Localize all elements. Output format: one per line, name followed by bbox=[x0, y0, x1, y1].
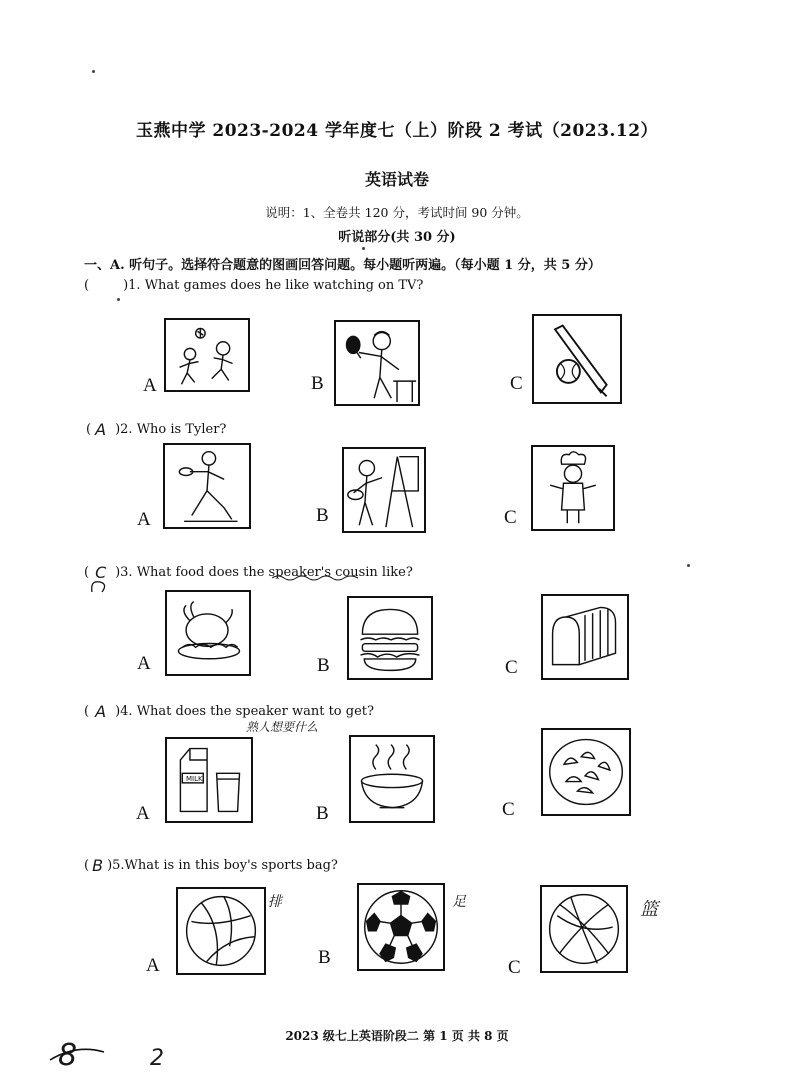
option-4c-label: C bbox=[502, 799, 515, 820]
exam-instructions: 说明：1、全卷共 120 分，考试时间 90 分钟。 bbox=[265, 205, 529, 220]
scan-speck bbox=[92, 70, 95, 73]
handwritten-note-volleyball: 排 bbox=[268, 894, 282, 910]
handwritten-score-right: 2 bbox=[150, 1046, 164, 1071]
plate-of-dumplings-image bbox=[541, 728, 631, 816]
handwritten-answer-3: C bbox=[95, 563, 107, 582]
option-5a-label: A bbox=[146, 955, 160, 976]
option-1c-label: C bbox=[510, 373, 523, 394]
handwritten-curve-mark bbox=[88, 576, 110, 596]
basketball-image bbox=[540, 885, 628, 973]
roast-chicken-image bbox=[165, 590, 251, 676]
option-5b-label: B bbox=[318, 947, 331, 968]
option-4a-label: A bbox=[136, 803, 150, 824]
handwritten-note-soccer: 足 bbox=[452, 894, 466, 910]
volleyball-image bbox=[176, 887, 266, 975]
option-2c-label: C bbox=[504, 507, 517, 528]
milk-carton-and-glass-image bbox=[165, 737, 253, 823]
question-5: ( B )5.What is in this boy's sports bag? bbox=[84, 856, 338, 875]
page-footer: 2023 级七上英语阶段二 第 1 页 共 8 页 bbox=[285, 1029, 509, 1043]
exam-subtitle: 英语试卷 bbox=[364, 170, 429, 189]
hamburger-image bbox=[347, 596, 433, 680]
option-3c-label: C bbox=[505, 657, 518, 678]
milk-label: MILK bbox=[186, 775, 203, 783]
exam-title: 玉燕中学 2023-2024 学年度七（上）阶段 2 考试（2023.12） bbox=[135, 121, 659, 141]
option-4b-label: B bbox=[316, 803, 329, 824]
option-2b-label: B bbox=[316, 505, 329, 526]
answer-blank-5[interactable] bbox=[89, 854, 107, 873]
bowl-of-hot-food-image bbox=[349, 735, 435, 823]
rugby-player-image bbox=[163, 443, 251, 529]
question-text-3: 3. What food does the speaker's cousin like? bbox=[120, 565, 413, 580]
option-3a-label: A bbox=[137, 653, 151, 674]
section-heading: 一、A. 听句子。选择符合题意的图画回答问题。每小题听两遍。（每小题 1 分，共 5 分） bbox=[84, 258, 601, 273]
answer-blank-2[interactable] bbox=[91, 418, 115, 437]
handwritten-score-left: 8 bbox=[58, 1038, 78, 1073]
chef-image bbox=[531, 445, 615, 531]
option-2a-label: A bbox=[137, 509, 151, 530]
handwritten-stroke-mark bbox=[46, 1040, 108, 1070]
question-3: ( C )3. What food does the speaker's cousin like? bbox=[84, 563, 413, 582]
question-1: ( )1. What games does he like watching on TV? bbox=[84, 278, 424, 293]
handwritten-note-q4: 熟人想要什么 bbox=[246, 720, 319, 734]
question-text-1: 1. What games does he like watching on TV? bbox=[128, 278, 424, 293]
soccer-ball-image bbox=[357, 883, 445, 971]
question-text-2: 2. Who is Tyler? bbox=[120, 422, 227, 437]
option-5c-label: C bbox=[508, 957, 521, 978]
part-heading: 听说部分(共 30 分) bbox=[338, 230, 456, 245]
baseball-and-bat-image bbox=[532, 314, 622, 404]
bread-loaf-image bbox=[541, 594, 629, 680]
question-2: ( A )2. Who is Tyler? bbox=[86, 420, 227, 439]
underline-mark bbox=[270, 574, 360, 582]
painter-at-easel-image bbox=[342, 447, 426, 533]
option-3b-label: B bbox=[317, 655, 330, 676]
option-1a-label: A bbox=[143, 375, 157, 396]
handwritten-answer-4: A bbox=[95, 702, 107, 721]
scan-speck bbox=[687, 564, 690, 567]
children-playing-soccer-image bbox=[164, 318, 250, 392]
option-1b-label: B bbox=[311, 373, 324, 394]
answer-blank-4[interactable] bbox=[89, 700, 115, 719]
question-text-5: 5.What is in this boy's sports bag? bbox=[112, 858, 338, 873]
question-text-4: 4. What does the speaker want to get? bbox=[120, 704, 374, 719]
handwritten-answer-5: B bbox=[92, 856, 104, 875]
question-4: ( A )4. What does the speaker want to get? bbox=[84, 702, 374, 721]
scan-speck bbox=[362, 247, 365, 250]
man-playing-table-tennis-image bbox=[334, 320, 420, 406]
handwritten-note-basketball: 篮 bbox=[640, 899, 658, 920]
scan-speck bbox=[117, 298, 120, 301]
handwritten-answer-2: A bbox=[95, 420, 107, 439]
